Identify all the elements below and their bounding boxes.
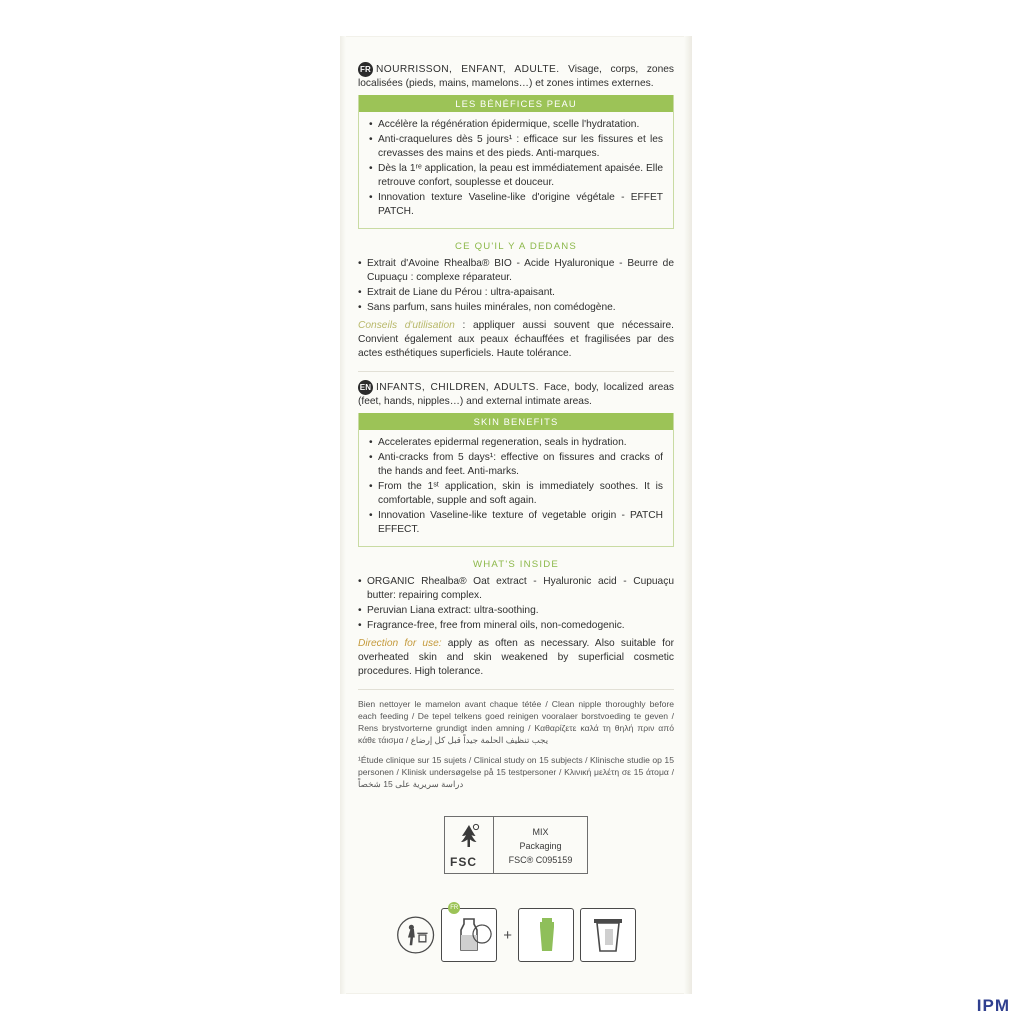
list-item: • Innovation texture Vaseline-like d'origine végétale - EFFET PATCH. [369,191,663,219]
list-item: • Anti-craquelures dès 5 jours¹ : efficace sur les fissures et les crevasses des mains et des pieds. Anti-marques. [369,133,663,161]
section-divider [358,371,674,372]
en-directions-paragraph [358,637,674,679]
fr-skin-benefits-title: LES BÉNÉFICES PEAU [359,95,673,112]
fr-skin-benefits-list [369,118,663,219]
plus-symbol: + [503,926,512,944]
no-littering-icon [396,911,435,959]
fr-intro-paragraph [358,62,674,91]
fsc-certification-mark [444,816,588,874]
list-item: • Accelerates epidermal regeneration, seals in hydration. [369,436,663,450]
list-item: • Anti-cracks from 5 days¹: effective on fissures and cracks of the hands and feet. Anti-marks. [369,451,663,479]
recycle-bin-icon [580,908,636,962]
list-item: • Sans parfum, sans huiles minérales, non comédogène. [358,301,674,315]
fr-skin-benefits-box [358,95,674,229]
watermark: IPM [976,996,1010,1015]
bottle-graphic [442,909,496,959]
fsc-packaging-label: Packaging [519,841,562,851]
bin-graphic [581,909,635,959]
fr-directions-text: : appliquer aussi souvent que nécessaire. Convient également aux peaux échauffées et fragilisées par des actes esthétiques superficiels. Haute tolérance. [358,320,674,360]
bottle-recycle-icon [441,905,497,962]
tube-recycle-icon [518,908,574,962]
fsc-details [494,823,587,867]
en-inside-list [358,575,674,633]
footnote-nipple-cleaning: Bien nettoyer le mamelon avant chaque tétée / Clean nipple thoroughly before each feeding / De tepel telkens goed reinigen vooralaer borstvoeding te geven / Rens brystvorterne grundigt inden amning / Καθαρίζετε καλά τη θηλή πριν από κάθε τάισμα / يجب تنظيف الحلمة جيداً قبل كل إرضاع [358,699,674,746]
recycling-instructions [396,906,636,964]
fr-inside-title: CE QU'IL Y A DEDANS [454,241,578,253]
en-skin-benefits-title: SKIN BENEFITS [359,413,673,430]
en-language-badge: EN [358,380,373,395]
en-directions-text: apply as often as necessary. Also suitable for overheated skin and skin weakened by superficial cosmetic procedures. High tolerance. [358,638,674,678]
fr-directions-label: Conseils d'utilisation [358,320,455,332]
en-directions-label: Direction for use: [358,638,442,650]
list-item: • Fragrance-free, free from mineral oils, non-comedogenic. [358,619,674,633]
fr-intro-text: Visage, corps, zones localisées (pieds, mains, mamelons…) et zones intimes externes. [358,64,675,90]
fr-intro-caps: NOURRISSON, ENFANT, ADULTE. [376,64,560,76]
fsc-mix-label: MIX [532,827,549,837]
list-item: • Dès la 1ʳᵉ application, la peau est immédiatement apaisée. Elle retrouve confort, souplesse et douceur. [369,162,663,190]
list-item: • From the 1ˢᵗ application, skin is immediately soothes. It is comfortable, supple and soft again. [369,480,663,508]
package-content [358,62,674,798]
en-intro-text: Face, body, localized areas (feet, hands, nipples…) and external intimate areas. [358,382,674,408]
fr-language-badge: FR [358,62,373,77]
en-inside-title: WHAT'S INSIDE [472,559,559,571]
list-item: • Extrait de Liane du Pérou : ultra-apaisant. [358,286,674,300]
fsc-logo [445,817,494,873]
footnote-divider [358,689,674,690]
en-intro-paragraph [358,380,674,409]
tube-graphic [519,909,573,959]
en-skin-benefits-box [358,413,674,547]
footnote-clinical-study: ¹Étude clinique sur 15 sujets / Clinical study on 15 subjects / Klinische studie op 15 personen / Klinisk undersøgelse på 15 testpersoner / Κλινική μελέτη σε 15 άτομα / دراسة سريرية على 15 شخصاً [358,755,674,790]
en-skin-benefits-list [369,436,663,537]
package-left-edge [340,36,346,994]
fsc-tree-icon [457,823,481,853]
product-packaging-panel [340,36,692,994]
fsc-code: FSC® C095159 [508,855,573,865]
fsc-logo-text: FSC [450,855,477,869]
list-item: • ORGANIC Rhealba® Oat extract - Hyaluronic acid - Cupuaçu butter: repairing complex. [358,575,674,603]
list-item: • Accélère la régénération épidermique, scelle l'hydratation. [369,118,663,132]
fr-recycle-badge: FR [448,902,460,914]
list-item: • Extrait d'Avoine Rhealba® BIO - Acide Hyaluronique - Beurre de Cupuaçu : complexe réparateur. [358,257,674,285]
fr-inside-list [358,257,674,315]
fr-directions-paragraph [358,319,674,361]
en-intro-caps: INFANTS, CHILDREN, ADULTS. [376,382,539,394]
list-item: • Peruvian Liana extract: ultra-soothing. [358,604,674,618]
list-item: • Innovation Vaseline-like texture of vegetable origin - PATCH EFFECT. [369,509,663,537]
package-right-edge [684,36,692,994]
